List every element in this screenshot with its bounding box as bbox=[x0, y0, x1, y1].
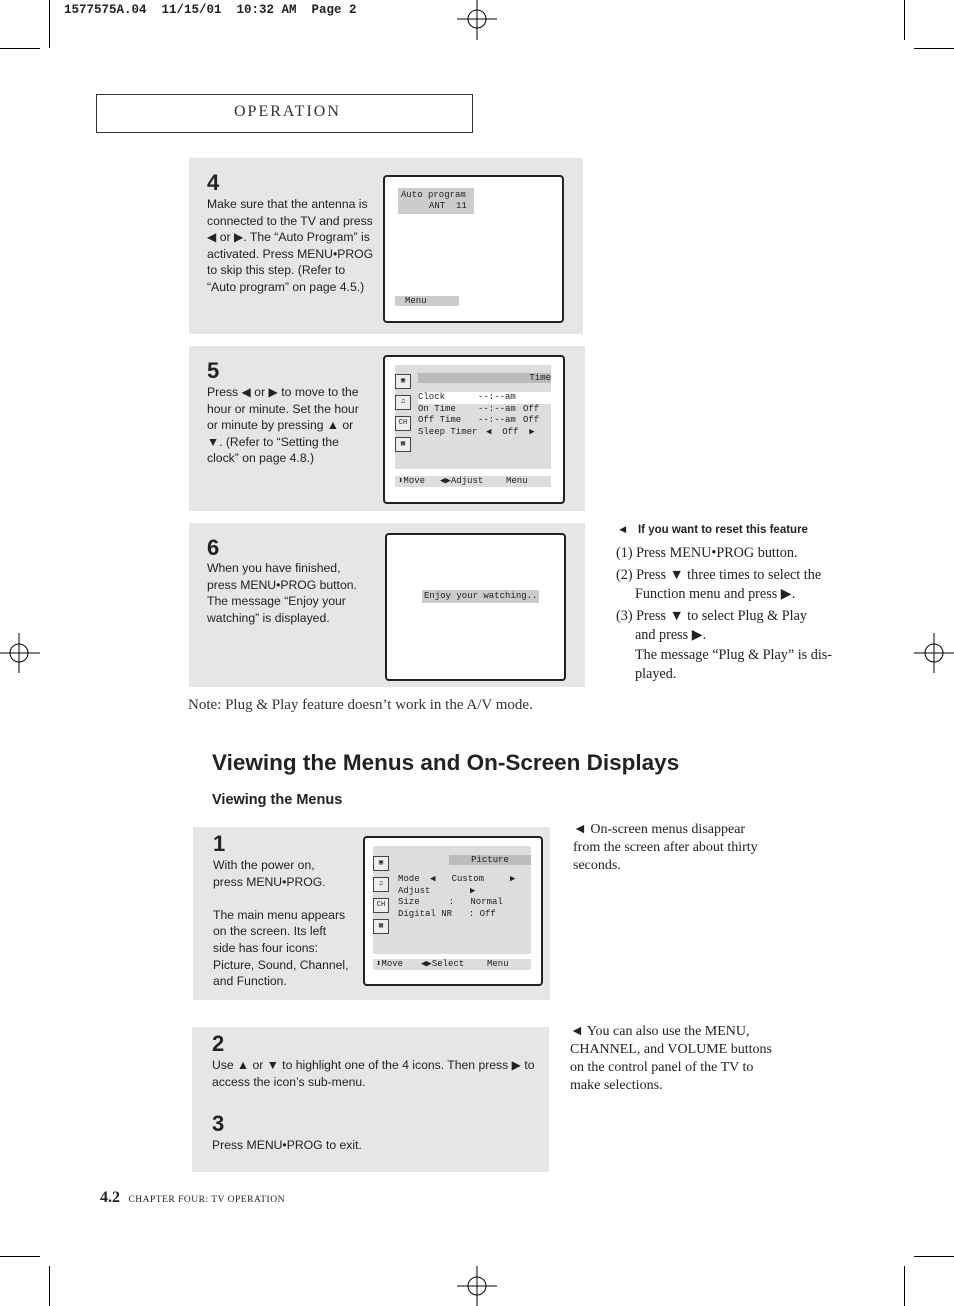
reset-note-steps: (1) Press MENU•PROG button. (2) Press ▼ three times to select the Function menu and press ▶. (3) Press ▼ to select Plug & Play and press ▶. The message “Plug & Play” is dis- played. bbox=[616, 545, 833, 682]
osd-row-on-time: On Time --:--am Off bbox=[418, 403, 540, 414]
print-header: 1577575A.04 11/15/01 10:32 AM Page 2 bbox=[64, 3, 357, 17]
step-instructions: When you have finished, press MENU•PROG button. The message “Enjoy your watching” is displayed. bbox=[207, 561, 357, 625]
crop-mark bbox=[0, 1256, 40, 1257]
crop-mark bbox=[0, 48, 40, 49]
note-line: Note: Plug & Play feature doesn’t work in the A/V mode. bbox=[188, 697, 533, 713]
osd-row-size: Size : Normal bbox=[398, 897, 503, 908]
function-icon: ▦ bbox=[373, 919, 389, 934]
section-label-box bbox=[96, 94, 473, 133]
page-number: 4.2 bbox=[100, 1189, 120, 1206]
step-instructions: With the power on, press MENU•PROG. The main menu appears on the screen. Its left side has four icons: Picture, Sound, Channel, and Function. bbox=[213, 858, 349, 989]
crop-mark bbox=[914, 1256, 954, 1257]
osd-icon-column bbox=[395, 374, 413, 458]
osd-row-off-time: Off Time --:--am Off bbox=[418, 415, 540, 426]
step-6-panel bbox=[189, 523, 585, 687]
step-number: 2 bbox=[212, 1031, 225, 1056]
sound-icon: ♫ bbox=[373, 877, 389, 892]
picture-icon: ▣ bbox=[373, 856, 389, 871]
osd-footer: ⬍Move ◀▶Select Menu bbox=[373, 959, 531, 970]
registration-mark-top bbox=[457, 0, 497, 40]
osd-row-clock: Clock --:--am bbox=[418, 392, 551, 404]
registration-mark-left bbox=[0, 633, 40, 673]
side-note-control-panel: ◄ You can also use the MENU, CHANNEL, and VOLUME buttons on the control panel of the TV to make selections. bbox=[570, 1024, 772, 1093]
page-subheading: Viewing the Menus bbox=[212, 792, 343, 808]
osd-row-adjust: Adjust ▶ bbox=[398, 885, 476, 896]
sound-icon: ♫ bbox=[395, 395, 411, 410]
tv-screen bbox=[363, 836, 543, 986]
step-4-panel bbox=[189, 158, 583, 334]
tv-screen bbox=[385, 533, 566, 681]
page-footer bbox=[100, 1189, 285, 1207]
osd-row-mode: Mode ◀ Custom ▶ bbox=[398, 874, 516, 884]
osd-header: Picture bbox=[449, 855, 531, 865]
section-label: OPERATION bbox=[234, 103, 341, 120]
picture-icon: ▣ bbox=[395, 374, 411, 389]
osd-row-sleep-timer: Sleep Timer ◀ Off ▶ bbox=[418, 426, 535, 437]
reset-note-title: ◄ If you want to reset this feature bbox=[617, 524, 808, 536]
crop-mark bbox=[49, 0, 50, 48]
crop-mark bbox=[904, 0, 905, 40]
crop-mark bbox=[49, 1266, 50, 1306]
function-icon: ▦ bbox=[395, 437, 411, 452]
step-1-panel bbox=[193, 827, 550, 1000]
osd-icon-column bbox=[373, 856, 391, 940]
osd-title: Auto program ANT 11 bbox=[398, 188, 474, 214]
osd-footer: ⬍Move ◀▶Adjust Menu bbox=[395, 476, 551, 487]
step-5-panel bbox=[189, 346, 585, 511]
osd-row-digital-nr: Digital NR : Off bbox=[398, 908, 496, 919]
step-number: 1 bbox=[213, 831, 226, 856]
step-number: 5 bbox=[207, 358, 220, 383]
registration-mark-bottom bbox=[457, 1266, 497, 1306]
step-instructions: Use ▲ or ▼ to highlight one of the 4 icons. Then press ▶ to access the icon’s sub-menu. bbox=[212, 1058, 535, 1089]
step-number: 4 bbox=[207, 170, 220, 195]
osd-rows bbox=[398, 874, 531, 920]
step-instructions: Press ◀ or ▶ to move to the hour or minute. Set the hour or minute by pressing ▲ or ▼. (Refer to “Setting the clock” on page 4.8.) bbox=[207, 385, 359, 466]
crop-mark bbox=[904, 1266, 905, 1306]
tv-screen bbox=[383, 355, 565, 504]
osd-message: Enjoy your watching.. bbox=[424, 591, 538, 601]
step-number: 3 bbox=[212, 1111, 225, 1136]
osd-menu-label: Menu bbox=[395, 296, 459, 306]
page-heading: Viewing the Menus and On-Screen Displays bbox=[212, 750, 680, 775]
side-note-menus-disappear: ◄ On-screen menus disappear from the screen after about thirty seconds. bbox=[573, 822, 758, 873]
crop-mark bbox=[914, 48, 954, 49]
pointer-icon: ◄ bbox=[617, 524, 638, 536]
osd-header: Time bbox=[418, 373, 551, 383]
step-instructions: Press MENU•PROG to exit. bbox=[212, 1138, 362, 1152]
step-number: 6 bbox=[207, 535, 220, 560]
osd-rows bbox=[418, 392, 551, 438]
channel-icon: CH bbox=[395, 416, 411, 431]
step-2-3-panel bbox=[192, 1027, 549, 1172]
tv-screen bbox=[383, 175, 564, 323]
registration-mark-right bbox=[914, 633, 954, 673]
channel-icon: CH bbox=[373, 898, 389, 913]
step-instructions: Make sure that the antenna is connected to the TV and press ◀ or ▶. The “Auto Program” is activated. Press MENU•PROG to skip this step. (Refer to “Auto program” on page 4.5.) bbox=[207, 197, 374, 294]
chapter-title: CHAPTER FOUR: TV OPERATION bbox=[128, 1195, 285, 1205]
